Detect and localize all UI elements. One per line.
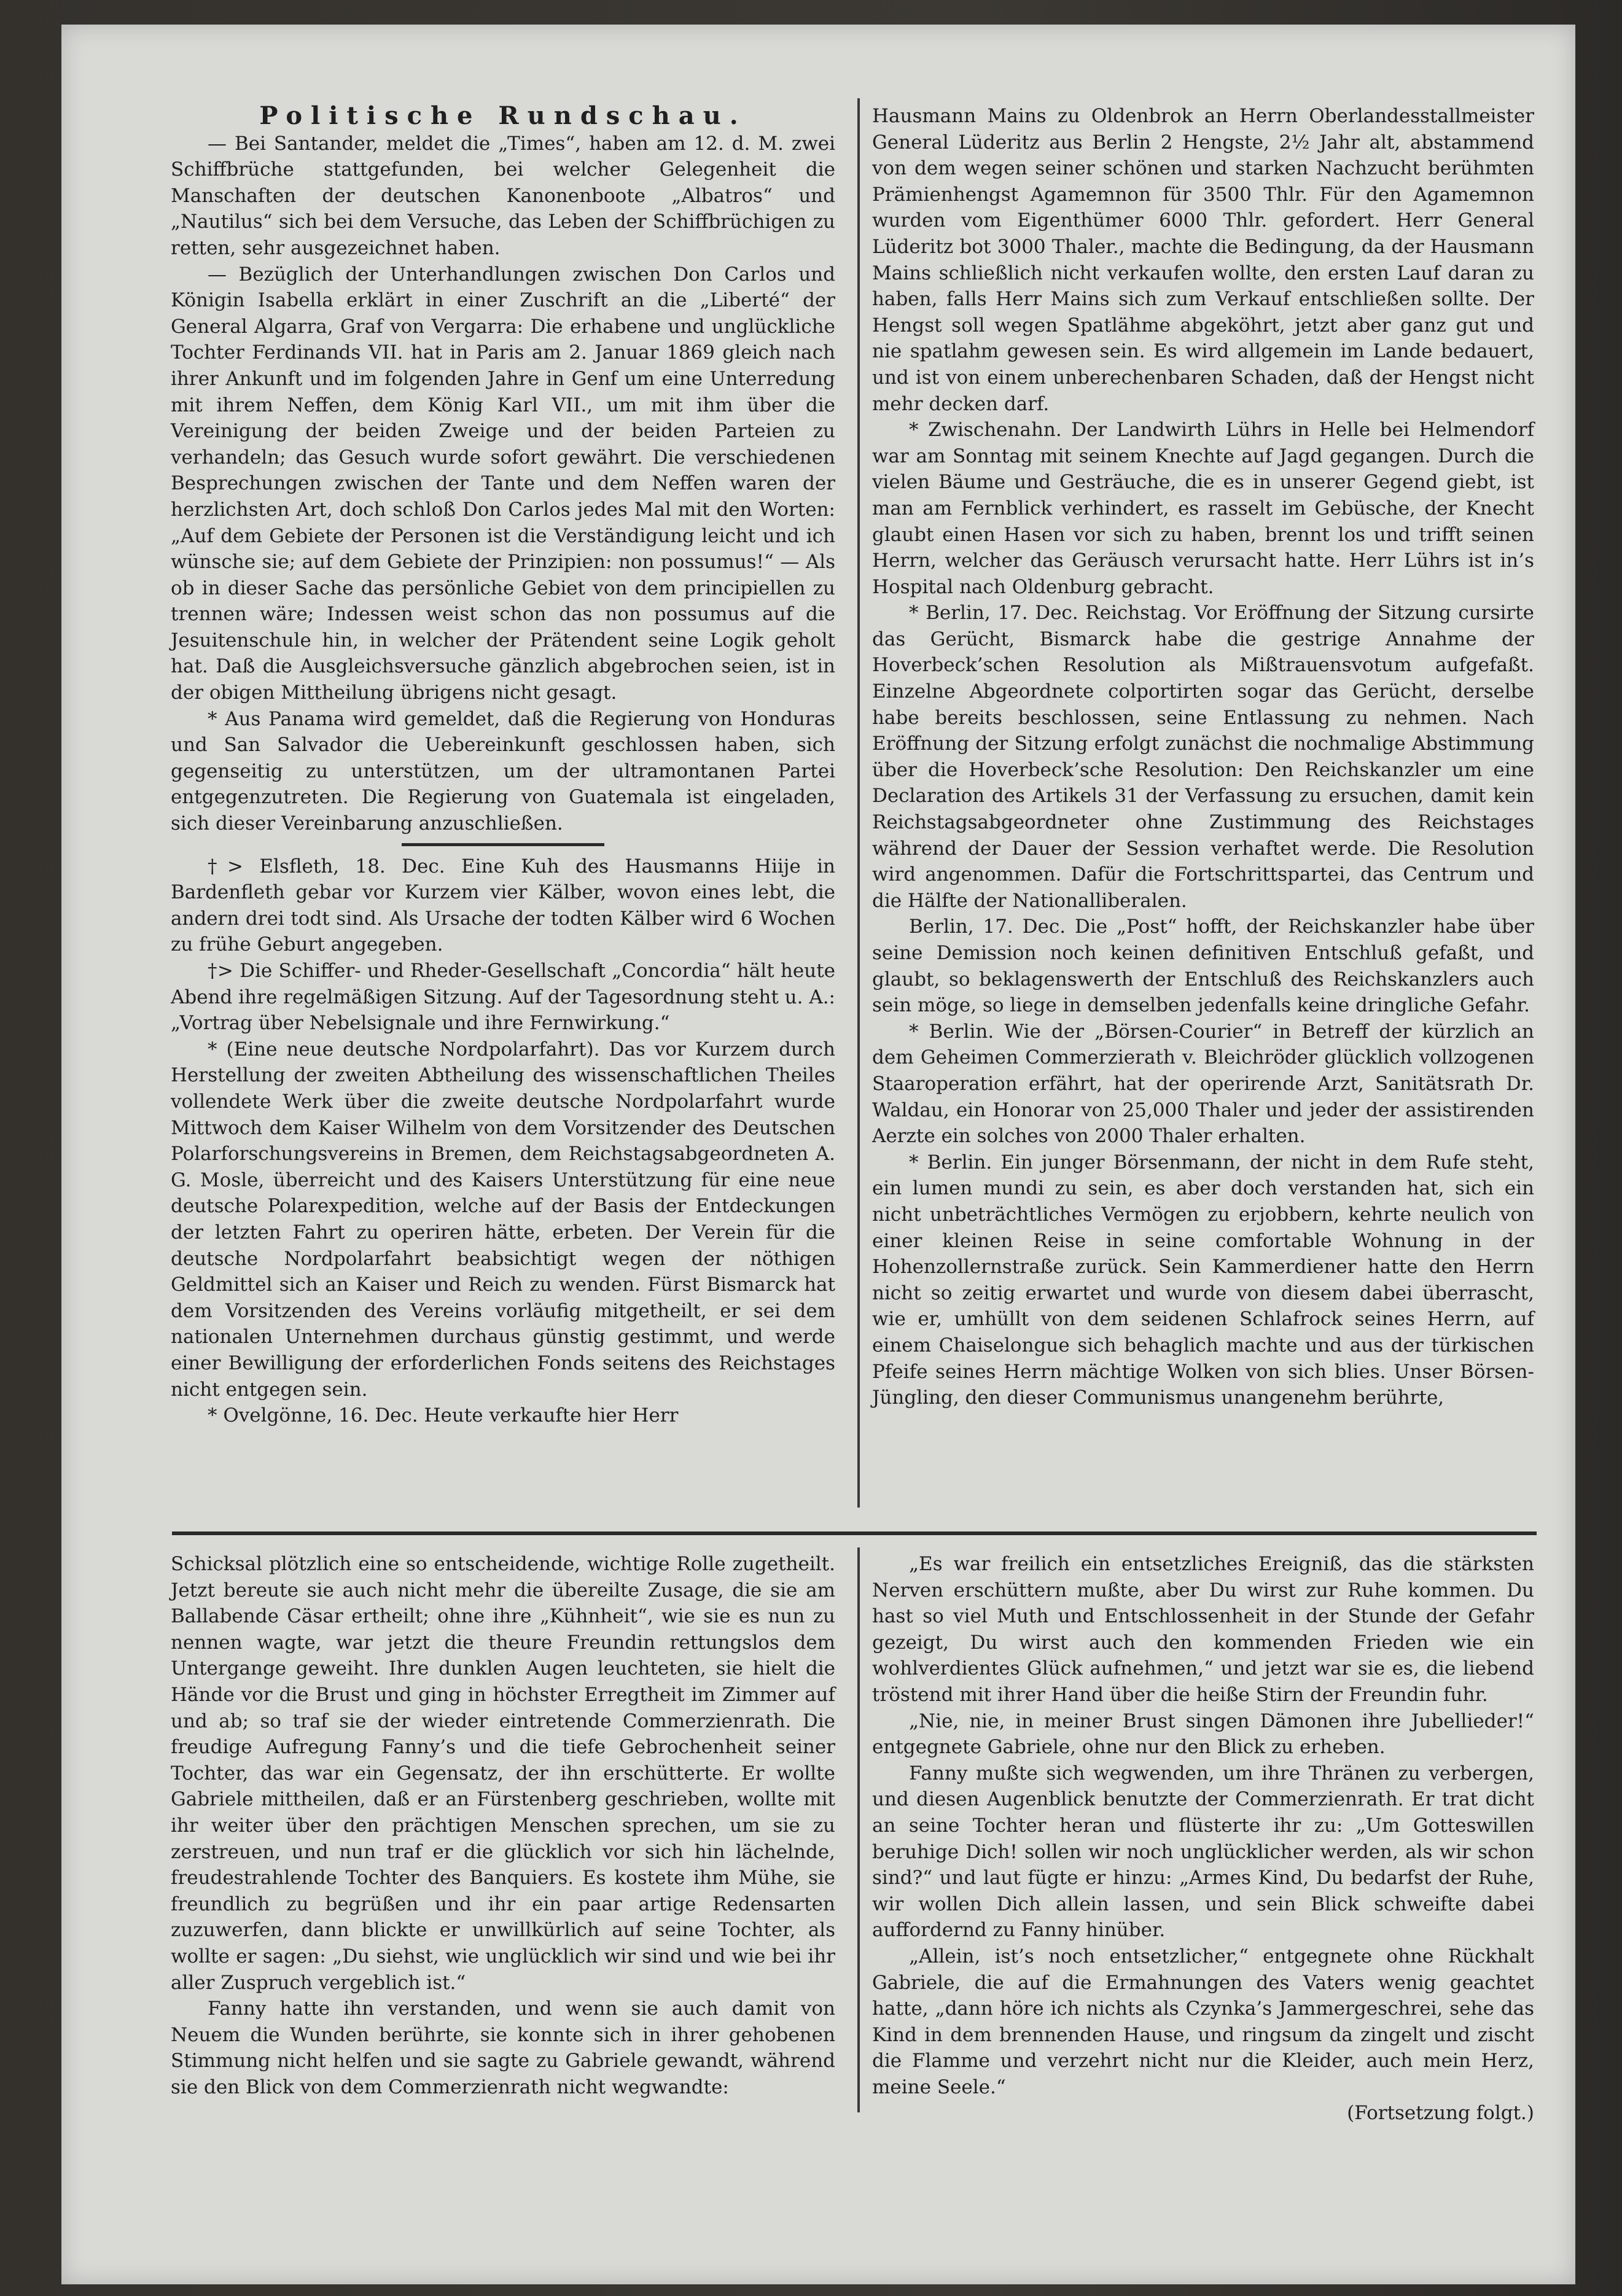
article-panama: * Aus Panama wird gemeldet, daß die Regierung von Honduras und San Salvador die Uebereinkunft geschlossen haben, sich gegenseitig zu unterstützen, um der ultramontanen Partei entgegenzutreten. Die Regierung von Guatemala ist eingeladen, sich dieser Vereinbarung anzuschließen. [171,707,835,835]
column-divider-bottom [857,1547,860,2112]
continuation-note: (Fortsetzung folgt.) [1347,2102,1534,2125]
article-berlin-post: Berlin, 17. Dec. Die „Post“ hofft, der Reichskanzler habe über seine Demission noch keinen definitiven Entschluß gefaßt, und glaubt, so beklagenswerth der Entschluß des Reichskanzlers auch sein möge, so liege in demselben jedenfalls keine dringliche Gefahr. [872,916,1534,1017]
article-berlin-boersen-courier: * Berlin. Wie der „Börsen-Courier“ in Betreff der kürzlich an dem Geheimen Commerzierath v. Bleichröder glücklich vollzogenen Staaroperation erfährt, hat der operirende Arzt, Sanitätsrath Dr. Waldau, ein Honorar von 25,000 Thaler und jeder der assistirenden Aerzte ein solches von 2000 Thaler erhalten. [872,1020,1534,1148]
novel-paragraph: Fanny hatte ihn verstanden, und wenn sie auch damit von Neuem die Wunden berührte, sie konnte sich in ihrer gehobenen Stimmung nicht helfen und sie sagte zu Gabriele gewandt, während sie den Blick von dem Commerzienrath nicht wegwandte: [171,1998,835,2098]
section-rule [402,843,604,846]
novel-paragraph: Fanny mußte sich wegwenden, um ihre Thränen zu verbergen, und diesen Augenblick benutzte der Commerzienrath. Er trat dicht an seine Tochter heran und flüsterte ihr zu: „Um Gotteswillen beruhige Dich! sollen wir noch unglücklicher werden, als wir schon sind?“ und laut fügte er hinzu: „Armes Kind, Du bedarfst der Ruhe, wir wollen Dich allein lassen, und sein Blick schweifte dabei auffordernd zu Fanny hinüber. [872,1762,1534,1942]
column-left-top [171,103,835,1429]
column-right-bottom [872,1551,1534,2127]
novel-paragraph: Schicksal plötzlich eine so entscheidende, wichtige Rolle zugetheilt. Jetzt bereute sie auch nicht mehr die übereilte Zusage, die sie am Ballabende Cäsar ertheilt; ohne ihre „Kühnheit“, wie sie es nun zu nennen wagte, war jetzt die theure Freundin rettungslos dem Untergange geweiht. Ihre dunklen Augen leuchteten, sie hielt die Hände vor die Brust und ging in höchster Erregtheit im Zimmer auf und ab; so traf sie der wieder eintretende Commerzienrath. Die freudige Aufregung Fanny’s und die tiefe Gebrochenheit seiner Tochter, das war ein Gegensatz, der ihn erschütterte. Er wollte Gabriele mittheilen, daß er an Fürstenberg geschrieben, wollte mit ihr weiter über den prächtigen Menschen sprechen, um sie zu zerstreuen, und nun traf er die glücklich vor sich hin lächelnde, freudestrahlende Tochter des Banquiers. Es kostete ihm Mühe, sie freundlich zu begrüßen und ihr ein paar artige Redensarten zuzuwerfen, dann blickte er unwillkürlich auf seine Tochter, als wollte er sagen: „Du siehst, wie unglücklich wir sind und wie bei ihr aller Zuspruch vergeblich ist.“ [171,1553,835,1994]
article-ovelgoenne: * Ovelgönne, 16. Dec. Heute verkaufte hier Herr [208,1404,679,1427]
novel-paragraph: „Allein, ist’s noch entsetzlicher,“ entgegnete ohne Rückhalt Gabriele, die auf die Ermahnungen des Vaters wenig geachtet hatte, „dann höre ich nichts als Czynka’s Jammergeschrei, sehe das Kind in dem brennenden Hause, und ringsum da zingelt und zischt die Flamme und verzehrt nicht nur die Kleider, auch mein Herz, meine Seele.“ [872,1945,1534,2098]
column-divider-top [857,98,860,1508]
article-concordia: †> Die Schiffer- und Rheder-Gesellschaft „Concordia“ hält heute Abend ihre regelmäßigen Sitzung. Auf der Tagesordnung steht u. A.: „Vortrag über Nebelsignale und ihre Fernwirkung.“ [171,960,836,1035]
column-right-top [872,103,1534,1411]
article-nordpolarfahrt: * (Eine neue deutsche Nordpolarfahrt). Das vor Kurzem durch Herstellung der zweiten Abtheilung des wissenschaftlichen Theiles vollendete Werk über die zweite deutsche Nordpolarfahrt wurde Mittwoch dem Kaiser Wilhelm von dem Vorsitzender des Deutschen Polarforschungsvereins in Bremen, dem Reichstagsabgeordneten A. G. Mosle, überreicht und des Kaisers Unterstützung für eine neue deutsche Polarexpedition, welche auf der Basis der Entdeckungen der letzten Fahrt zu operiren hätte, erbeten. Der Verein für die deutsche Nordpolarfahrt beabsichtigt wegen der nöthigen Geldmittel sich an Kaiser und Reich zu wenden. Fürst Bismarck hat dem Vorsitzenden des Vereins vorläufig mitgetheilt, er sei dem nationalen Unternehmen durchaus günstig gestimmt, und werde einer Bewilligung der erforderlichen Fonds seitens des Reichstages nicht entgegen sein. [171,1038,835,1401]
article-don-carlos: — Bezüglich der Unterhandlungen zwischen Don Carlos und Königin Isabella erklärt in einer Zuschrift an die „Liberté“ der General Algarra, Graf von Vergarra: Die erhabene und unglückliche Tochter Ferdinands VII. hat in Paris am 2. Januar 1869 gleich nach ihrer Ankunft und im folgenden Jahre in Genf um eine Unterredung mit ihrem Neffen, dem König Karl VII., um mit ihm über die Vereinigung der beiden Zweige und der beiden Parteien zu verhandeln; das Gesuch wurde sofort gewährt. Die verschiedenen Besprechungen zwischen der Tante und dem Neffen waren der herzlichsten Art, doch schloß Don Carlos jedes Mal mit den Worten: „Auf dem Gebiete der Personen ist die Verständigung leicht und ich wünsche sie; auf dem Gebiete der Prinzipien: non possumus!“ — Als ob in dieser Sache das persönliche Gebiet von dem principiellen zu trennen wäre; Indessen weist schon das non possumus auf die Jesuitenschule hin, in welcher der Prätendent seine Logik geholt hat. Daß die Ausgleichsversuche gänzlich abgebrochen seien, ist in der obigen Mittheilung übrigens nicht gesagt. [171,263,835,704]
column-left-bottom [171,1551,835,2100]
article-hausmann-mains: Hausmann Mains zu Oldenbrok an Herrn Oberlandesstallmeister General Lüderitz aus Berlin 2 Hengste, 2½ Jahr alt, abstammend von dem wegen seiner schönen und starken Nachzucht berühmten Prämienhengst Agamemnon für 3500 Thlr. Für den Agamemnon wurden vom Eigenthümer 6000 Thlr. gefordert. Herr General Lüderitz bot 3000 Thaler., machte die Bedingung, da der Hausmann Mains schließlich nicht verkaufen wollte, den ersten Lauf daran zu haben, falls Herr Mains sich zum Verkauf entschließen sollte. Der Hengst soll wegen Spatlähme abgeköhrt, jetzt aber ganz gut und nie spatlahm gewesen sein. Es wird allgemein im Lande bedauert, und ist von einem unberechenbaren Schaden, daß der Hengst nicht mehr decken darf. [872,105,1534,415]
article-zwischenahn: * Zwischenahn. Der Landwirth Lührs in Helle bei Helmendorf war am Sonntag mit seinem Knechte auf Jagd gegangen. Durch die vielen Bäume und Gesträuche, die es in unserer Gegend giebt, ist man am Fernblick verhindert, es rasselt im Gebüsche, der Knecht glaubt einen Hasen vor sich zu haben, brennt los und trifft seinen Herrn, welcher das Geräusch verursacht hatte. Herr Lührs ist in’s Hospital nach Oldenburg gebracht. [872,419,1534,598]
article-berlin-reichstag: * Berlin, 17. Dec. Reichstag. Vor Eröffnung der Sitzung cursirte das Gerücht, Bismarck habe die gestrige Annahme der Hoverbeck’schen Resolution als Mißtrauensvotum aufgefaßt. Einzelne Abgeordnete colportirten sogar das Gerücht, derselbe habe bereits beschlossen, seine Entlassung zu nehmen. Nach Eröffnung der Sitzung erfolgt zunächst die nochmalige Abstimmung über die Hoverbeck’sche Resolution: Den Reichskanzler um eine Declaration des Artikels 31 der Verfassung zu ersuchen, damit kein Reichstagsabgeordneter ohne Zustimmung des Reichstages während der Dauer der Session verhaftet werde. Die Resolution wird angenommen. Dafür die Fortschrittspartei, das Centrum und die Hälfte der Nationalliberalen. [872,602,1534,912]
novel-paragraph: „Es war freilich ein entsetzliches Ereigniß, das die stärksten Nerven erschüttern mußte, aber Du wirst zur Ruhe kommen. Du hast so viel Muth und Entschlossenheit in der Stunde der Gefahr gezeigt, Du wirst auch den kommenden Frieden wie ein wohlverdientes Glück aufnehmen,“ und jetzt war sie es, die liebend tröstend mit ihrer Hand über die heiße Stirn der Freundin fuhr. [872,1553,1534,1706]
feuilleton-divider [172,1531,1537,1535]
novel-paragraph: „Nie, nie, in meiner Brust singen Dämonen ihre Jubellieder!“ entgegnete Gabriele, ohne nur den Blick zu erheben. [872,1710,1534,1759]
section-heading: Politische Rundschau. [259,101,747,130]
article-berlin-boersenmann: * Berlin. Ein junger Börsenmann, der nicht in dem Rufe steht, ein lumen mundi zu sein, es aber doch verstanden hat, sich ein nicht unbeträchtliches Vermögen zu erjobbern, kehrte neulich von einer kleinen Reise in seine comfortable Wohnung in der Hohenzollernstraße zurück. Sein Kammerdiener hatte den Herrn nicht so zeitig erwartet und wurde von diesem dabei überrascht, wie er, umhüllt von dem seidenen Schlafrock seines Herrn, auf einem Chaiselongue sich behaglich machte und aus der türkischen Pfeife seines Herrn mächtige Wolken von sich blies. Unser Börsen-Jüngling, den dieser Communismus unangenehm berührte, [872,1151,1534,1409]
article-santander: — Bei Santander, meldet die „Times“, haben am 12. d. M. zwei Schiffbrüche stattgefunden, bei welcher Gelegenheit die Manschaften der deutschen Kanonenboote „Albatros“ und „Nautilus“ sich bei dem Versuche, das Leben der Schiffbrüchigen zu retten, sehr ausgezeichnet haben. [171,132,835,259]
article-elsfleth: †> Elsfleth, 18. Dec. Eine Kuh des Hausmanns Hiije in Bardenfleth gebar vor Kurzem vier Kälber, wovon eines lebt, die andern drei todt sind. Als Ursache der todten Kälber wird 6 Wochen zu frühe Geburt angegeben. [171,855,835,956]
